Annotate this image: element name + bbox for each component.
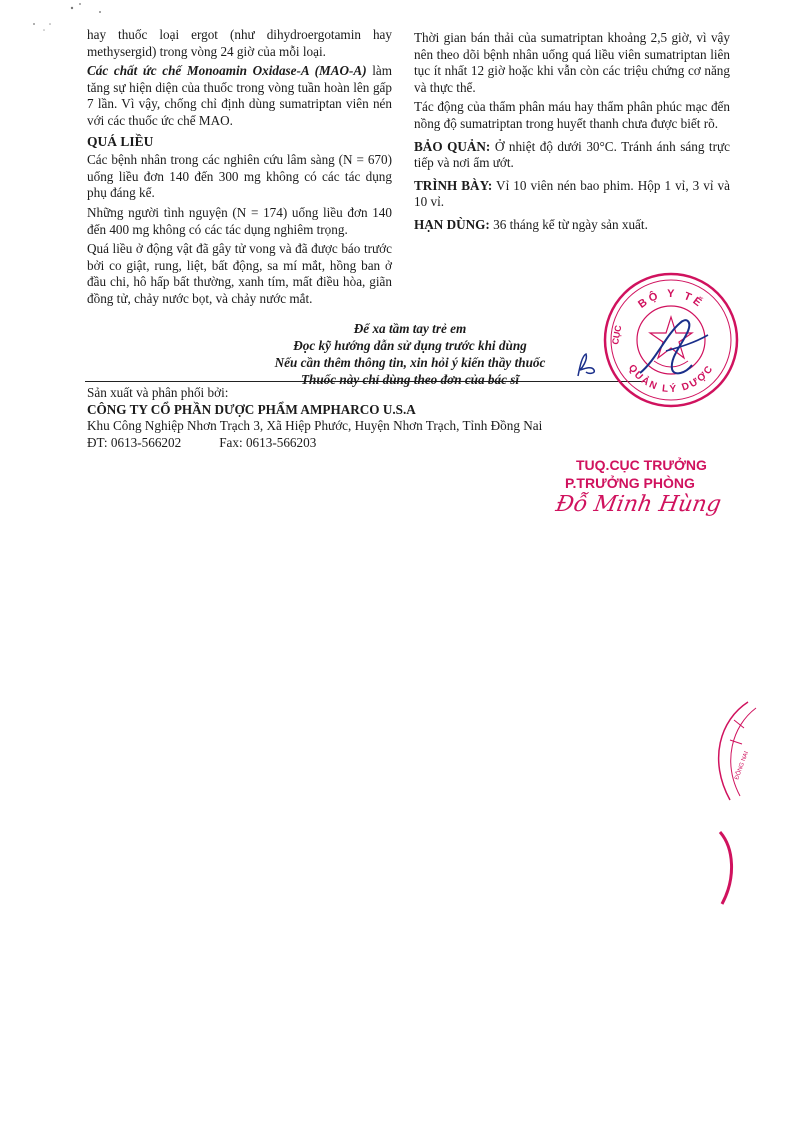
svg-text:CỤC: CỤC: [610, 324, 624, 346]
note-read-instructions: Đọc kỹ hướng dẫn sử dụng trước khi dùng: [293, 338, 527, 353]
overdose-paragraph-3: Quá liều ở động vật đã gây tử vong và đã được báo trước bởi co giật, rung, liệt, bất động, sa mí mắt, hồng ban ở đầu chi, hô hấp bất thường, xanh tím, mất điều hòa, giãn đồng tử, chảy nước bọt, và chảy nước mắt.: [87, 241, 392, 306]
warning-notes: [200, 320, 620, 388]
partial-stamp-edge: [700, 700, 760, 810]
dialysis-paragraph: Tác động của thẩm phân máu hay thẩm phân phúc mạc đến nồng độ sumatriptan trong huyết thanh chưa được biết rõ.: [414, 99, 730, 131]
presentation-text: Vỉ 10 viên nén bao phim. Hộp 1 vỉ, 3 vỉ và 10 vỉ.: [414, 177, 730, 210]
svg-text:QUẢN LÝ DƯỢC: QUẢN LÝ DƯỢC: [625, 362, 717, 396]
contact-row: [87, 435, 542, 452]
maoa-title: Các chất ức chế Monoamin Oxidase-A (MAO-A): [87, 63, 367, 79]
expiry-paragraph: [414, 217, 730, 234]
presentation-label: TRÌNH BÀY:: [414, 177, 493, 193]
approval-line-2: P.TRƯỞNG PHÒNG: [565, 475, 695, 491]
overdose-paragraph-1: Các bệnh nhân trong các nghiên cứu lâm sàng (N = 670) uống liều đơn 140 đến 300 mg không có các tác dụng phụ đáng kể.: [87, 152, 392, 201]
ergot-paragraph: hay thuốc loại ergot (như dihydroergotamin hay methysergid) trong vòng 24 giờ của mỗi loại.: [87, 27, 392, 59]
svg-text:ĐỒNG NAI: ĐỒNG NAI: [734, 750, 751, 781]
storage-label: BẢO QUẢN:: [414, 138, 491, 154]
svg-text:BỘ Y TẾ: BỘ Y TẾ: [636, 287, 706, 311]
right-column: [414, 30, 730, 237]
stamp-seal: [596, 265, 746, 415]
storage-text: Ở nhiệt độ dưới 30°C. Tránh ánh sáng trực tiếp và nơi ẩm ướt.: [414, 138, 730, 171]
margin-bracket-mark: [712, 828, 742, 908]
note-prescription-only: Thuốc này chỉ dùng theo đơn của bác sĩ: [300, 372, 520, 387]
storage-paragraph: [414, 139, 730, 172]
manufacturer-label: Sản xuất và phân phối bởi:: [87, 385, 229, 400]
overdose-heading: QUÁ LIỀU: [87, 133, 154, 149]
note-ask-doctor: Nếu cần thêm thông tin, xin hỏi ý kiến thầy thuốc: [274, 355, 546, 370]
maoa-paragraph: [87, 63, 392, 129]
approval-block: [560, 456, 707, 492]
divider: [85, 381, 645, 382]
note-keep-away: Để xa tầm tay trẻ em: [353, 321, 467, 336]
half-life-paragraph: Thời gian bán thải của sumatriptan khoảng 2,5 giờ, vì vậy nên theo dõi bệnh nhân uống quá liều viên sumatriptan liên tục ít nhất 12 giờ hoặc khi vẫn còn các triệu chứng cơ năng và thực thể.: [414, 30, 730, 95]
expiry-text: 36 tháng kể từ ngày sản xuất.: [489, 216, 648, 232]
company-name: CÔNG TY CỔ PHẦN DƯỢC PHẨM AMPHARCO U.S.A: [87, 401, 416, 417]
overdose-paragraph-2: Những người tình nguyện (N = 174) uống liều đơn 140 đến 400 mg không có các tác dụng nghiêm trọng.: [87, 204, 392, 237]
approval-line-1: TUQ.CỤC TRƯỞNG: [576, 457, 707, 473]
company-address: Khu Công Nghiệp Nhơn Trạch 3, Xã Hiệp Phước, Huyện Nhơn Trạch, Tỉnh Đồng Nai: [87, 418, 543, 433]
fax-number: Fax: 0613-566203: [219, 434, 317, 450]
presentation-paragraph: [414, 178, 730, 211]
expiry-label: HẠN DÙNG:: [414, 216, 490, 232]
official-stamp: [596, 265, 746, 415]
maoa-body: làm tăng sự hiện diện của thuốc trong vòng tuần hoàn lên gấp 7 lần. Vì vậy, chống chỉ định dùng sumatriptan viên nén với các thuốc ức chế MAO.: [87, 63, 393, 128]
left-column: [87, 27, 392, 311]
phone-number: ĐT: 0613-566202: [87, 434, 182, 450]
manufacturer-block: [87, 385, 542, 451]
signature-name: Đỗ Minh Hùng: [553, 492, 723, 517]
